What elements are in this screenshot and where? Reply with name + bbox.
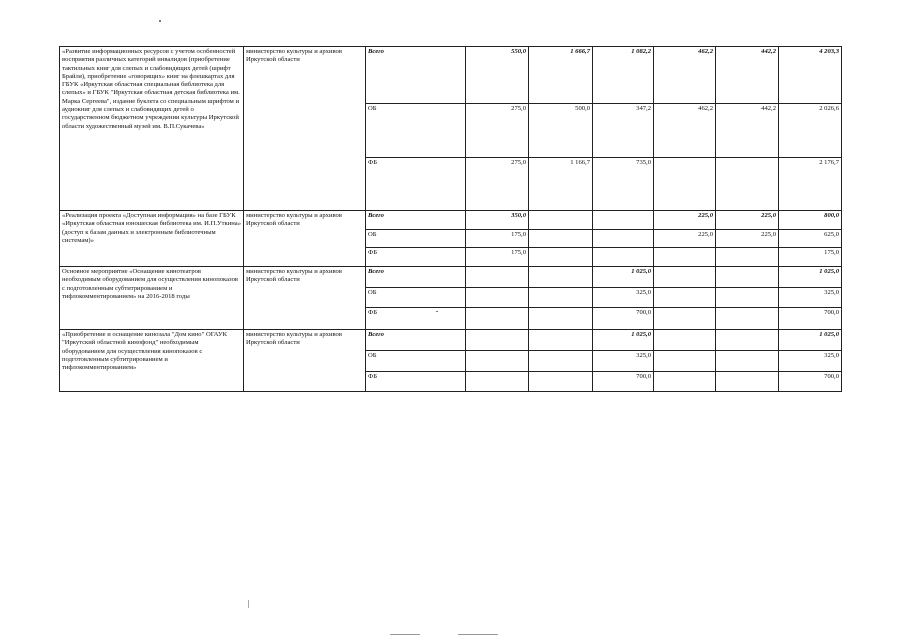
amount-cell	[593, 211, 654, 230]
amount-cell: 175,0	[466, 230, 529, 248]
table-row	[60, 211, 842, 230]
amount-cell	[466, 288, 529, 308]
amount-cell	[466, 267, 529, 288]
funding-source: Всего	[366, 211, 466, 230]
amount-cell	[654, 158, 716, 211]
activity-name: «Приобретение и оснащение кинозала "Дом кино" ОГАУК "Иркутский областной кинофонд" необходимым оборудованием для осуществления кинопоказов с подготовленным субтитрированием и тифлокомментированием»	[60, 330, 244, 392]
fold-mark	[458, 634, 498, 635]
scan-speck	[159, 20, 161, 22]
amount-cell: 442,2	[716, 104, 779, 158]
amount-cell: 1 025,0	[593, 330, 654, 351]
amount-cell	[716, 372, 779, 392]
amount-cell	[654, 248, 716, 267]
amount-cell	[593, 248, 654, 267]
amount-cell	[716, 158, 779, 211]
amount-cell: 700,0	[593, 308, 654, 330]
amount-cell	[654, 267, 716, 288]
amount-cell	[466, 351, 529, 372]
amount-cell: 350,0	[466, 211, 529, 230]
activity-name: Основное мероприятие «Оснащение кинотеатров необходимым оборудованием для осуществления кинопоказов с подготовленным субтитрированием и тифлокомментированием» на 2016-2018 годы	[60, 267, 244, 330]
amount-cell	[466, 330, 529, 351]
table-row	[60, 267, 842, 288]
amount-cell: 225,0	[654, 211, 716, 230]
amount-cell	[716, 351, 779, 372]
amount-cell	[654, 351, 716, 372]
amount-total-cell: 175,0	[779, 248, 842, 267]
amount-cell: 442,2	[716, 47, 779, 104]
funding-source: ФБ	[366, 248, 466, 267]
amount-cell	[466, 372, 529, 392]
amount-cell	[716, 267, 779, 288]
amount-cell: 462,2	[654, 47, 716, 104]
amount-cell	[529, 267, 593, 288]
amount-cell: 347,2	[593, 104, 654, 158]
amount-total-cell: 2 176,7	[779, 158, 842, 211]
amount-cell	[593, 230, 654, 248]
funding-source: ОБ	[366, 104, 466, 158]
amount-cell	[716, 330, 779, 351]
funding-source: ОБ	[366, 351, 466, 372]
amount-cell	[529, 330, 593, 351]
funding-source: ОБ	[366, 288, 466, 308]
amount-cell: 175,0	[466, 248, 529, 267]
amount-cell	[716, 308, 779, 330]
amount-cell: 325,0	[593, 288, 654, 308]
amount-cell	[654, 288, 716, 308]
activity-name: «Реализация проекта «Доступная информация» на базе ГБУК «Иркутская областная юношеская библиотека им. И.П.Уткина» (доступ к базам данных и электронным библиотечным системам)»	[60, 211, 244, 267]
amount-cell: 1 666,7	[529, 47, 593, 104]
amount-cell	[529, 248, 593, 267]
amount-total-cell: 1 025,0	[779, 330, 842, 351]
funding-source: Всего	[366, 267, 466, 288]
amount-total-cell: 700,0	[779, 308, 842, 330]
funding-source: Всего	[366, 330, 466, 351]
funding-source: ФБ	[366, 308, 466, 330]
amount-cell: 275,0	[466, 104, 529, 158]
table-row	[60, 330, 842, 351]
amount-cell: 325,0	[593, 351, 654, 372]
funding-source: ФБ	[366, 158, 466, 211]
activity-name: «Развитие информационных ресурсов с учетом особенностей восприятия различных категорий инвалидов (приобретение тактильных книг для слепых и слабовидящих детей (шрифт Брайля), приобретение «говорящих» книг на флешкартах для ГБУК «Иркутская областная специальная библиотека для слепых» и ГБУК "Иркутская областная детская библиотека им. Марка Сергеева", издание буклета со специальным шрифтом и аудиокниг для слепых и слабовидящих детей о государственном бюджетном учреждении культуры Иркутской области художественный музей им. В.П.Сукачева»	[60, 47, 244, 211]
amount-total-cell: 700,0	[779, 372, 842, 392]
amount-cell: 1 166,7	[529, 158, 593, 211]
amount-cell: 735,0	[593, 158, 654, 211]
amount-cell	[654, 308, 716, 330]
amount-cell	[529, 351, 593, 372]
amount-cell: 462,2	[654, 104, 716, 158]
amount-total-cell: 4 203,3	[779, 47, 842, 104]
fold-mark	[390, 634, 420, 635]
responsible-executor: министерство культуры и архивов Иркутской области	[244, 267, 366, 330]
amount-cell	[529, 288, 593, 308]
amount-total-cell: 2 026,6	[779, 104, 842, 158]
amount-cell	[529, 211, 593, 230]
amount-cell: 550,0	[466, 47, 529, 104]
fold-mark	[248, 600, 249, 608]
amount-cell: 500,0	[529, 104, 593, 158]
amount-cell	[529, 308, 593, 330]
responsible-executor: министерство культуры и архивов Иркутской области	[244, 47, 366, 211]
funding-source: ОБ	[366, 230, 466, 248]
amount-cell: 1 025,0	[593, 267, 654, 288]
amount-cell	[529, 372, 593, 392]
amount-cell: 700,0	[593, 372, 654, 392]
responsible-executor: министерство культуры и архивов Иркутской области	[244, 330, 366, 392]
amount-cell	[654, 372, 716, 392]
amount-total-cell: 325,0	[779, 351, 842, 372]
amount-cell	[529, 230, 593, 248]
amount-cell	[654, 330, 716, 351]
amount-total-cell: 800,0	[779, 211, 842, 230]
amount-cell	[716, 248, 779, 267]
budget-table	[59, 46, 842, 392]
amount-cell: 225,0	[716, 211, 779, 230]
amount-total-cell: 1 025,0	[779, 267, 842, 288]
amount-cell: 225,0	[716, 230, 779, 248]
amount-total-cell: 325,0	[779, 288, 842, 308]
amount-cell: 1 082,2	[593, 47, 654, 104]
funding-source: ФБ	[366, 372, 466, 392]
funding-source: Всего	[366, 47, 466, 104]
table-row	[60, 47, 842, 104]
amount-cell: 225,0	[654, 230, 716, 248]
scan-speck	[436, 311, 438, 312]
amount-cell	[716, 288, 779, 308]
responsible-executor: министерство культуры и архивов Иркутской области	[244, 211, 366, 267]
amount-cell	[466, 308, 529, 330]
amount-total-cell: 625,0	[779, 230, 842, 248]
amount-cell: 275,0	[466, 158, 529, 211]
